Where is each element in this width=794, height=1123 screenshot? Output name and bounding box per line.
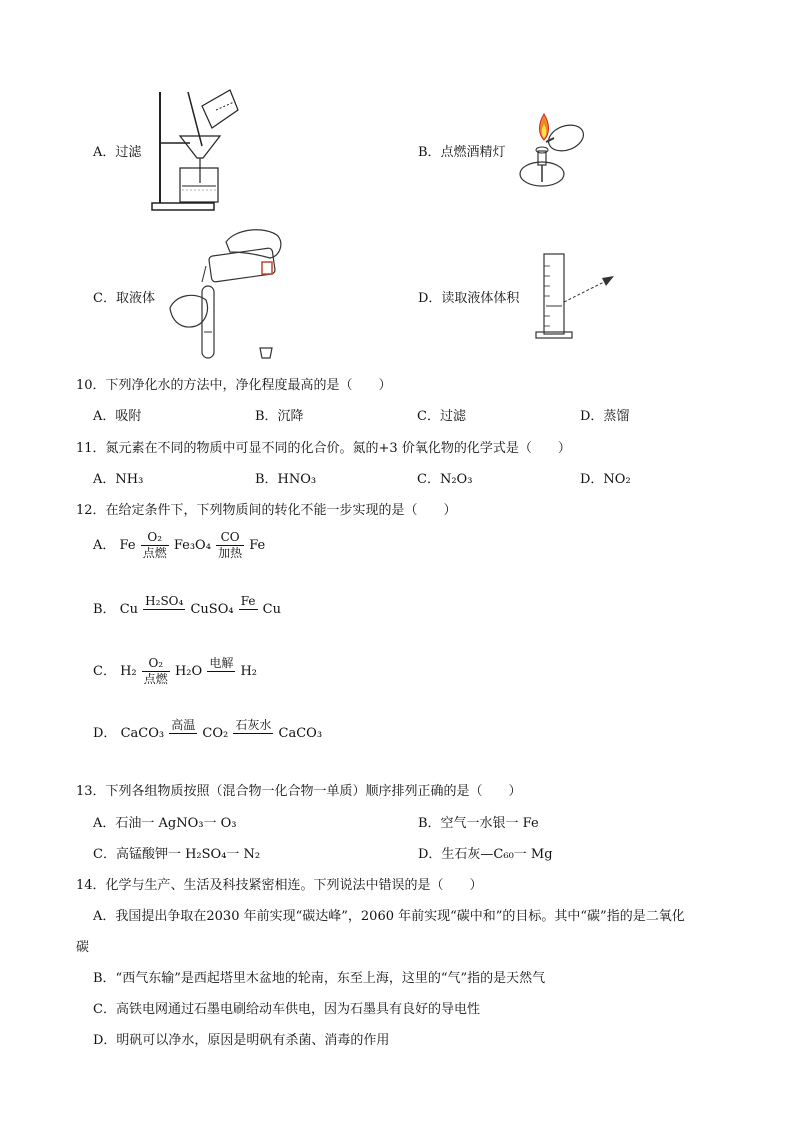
q13-option-a: A．石油一 AgNO₃一 O₃ — [93, 816, 237, 831]
q11-option-c: C．N₂O₃ — [417, 472, 473, 487]
option-letter: D． — [93, 726, 117, 741]
option-letter: B． — [93, 602, 116, 617]
q10-stem: 10．下列净化水的方法中，净化程度最高的是（ ） — [76, 378, 392, 393]
q9-option-b: B．点燃酒精灯 — [418, 145, 506, 160]
intermediate: CO₂ — [202, 726, 229, 741]
reaction-condition: Fe — [240, 594, 256, 608]
q14-option-b: B．“西气东输”是西起塔里木盆地的轮南，东至上海，这里的“气”指的是天然气 — [93, 971, 546, 986]
reaction-condition: $\frac{\text{O₂}}{\text{点燃}}$ — [142, 530, 167, 560]
q12-option-a — [93, 530, 265, 561]
q12-option-d — [93, 718, 322, 749]
product: Fe — [249, 538, 266, 553]
graduated-cylinder-icon — [532, 252, 622, 342]
option-letter: A． — [93, 538, 116, 553]
q14-option-a-continued: 碳 — [76, 940, 90, 955]
reaction-condition: $\frac{\text{O₂}}{\text{点燃}}$ — [143, 656, 168, 686]
q13-option-b: B．空气一水银一 Fe — [418, 816, 539, 831]
product: CaCO₃ — [278, 726, 323, 741]
reactant: Fe — [119, 538, 136, 553]
q10-option-c: C．过滤 — [417, 409, 466, 424]
option-letter: C． — [93, 664, 116, 679]
intermediate: CuSO₄ — [190, 602, 234, 617]
reaction-condition: 高温 — [171, 718, 196, 732]
product: Cu — [262, 602, 281, 617]
reaction-condition: 电解 — [209, 656, 234, 670]
filtration-apparatus-icon — [150, 88, 240, 213]
alcohol-lamp-icon — [516, 106, 588, 196]
q12-option-c — [93, 656, 257, 687]
q13-option-d: D．生石灰—C₆₀一 Mg — [418, 847, 553, 862]
reactant: Cu — [119, 602, 139, 617]
q9-option-a: A．过滤 — [93, 145, 142, 160]
q10-option-d: D．蒸馏 — [580, 409, 630, 424]
q10-option-a: A．吸附 — [93, 409, 142, 424]
q9-option-c: C．取液体 — [93, 291, 155, 306]
q11-option-d: D．NO₂ — [580, 472, 631, 487]
reaction-condition: H₂SO₄ — [145, 594, 184, 608]
q14-option-d: D．明矾可以净水，原因是明矾有杀菌、消毒的作用 — [93, 1033, 390, 1048]
intermediate: H₂O — [174, 664, 203, 679]
q9-option-d: D．读取液体体积 — [418, 291, 520, 306]
q13-option-c: C．高锰酸钾一 H₂SO₄一 N₂ — [93, 847, 261, 862]
reactant: CaCO₃ — [120, 726, 165, 741]
reactant: H₂ — [120, 664, 137, 679]
q11-option-a: A．NH₃ — [93, 472, 144, 487]
pouring-liquid-icon — [166, 222, 286, 364]
q11-stem: 11．氮元素在不同的物质中可显不同的化合价。氮的+3 价氧化物的化学式是（ ） — [76, 441, 571, 456]
q11-option-b: B．HNO₃ — [255, 472, 317, 487]
q13-stem: 13．下列各组物质按照（混合物一化合物一单质）顺序排列正确的是（ ） — [76, 784, 522, 799]
reaction-condition: 石灰水 — [235, 718, 272, 732]
reaction-condition: $\frac{CO}{\text{加热}}$ — [218, 530, 243, 560]
product: H₂ — [240, 664, 258, 679]
intermediate: Fe₃O₄ — [173, 538, 211, 553]
q14-option-a: A．我国提出争取在2030 年前实现“碳达峰”，2060 年前实现“碳中和”的目标。其中“碳”指的是二氧化 — [93, 909, 685, 924]
q12-stem: 12．在给定条件下，下列物质间的转化不能一步实现的是（ ） — [76, 503, 457, 518]
q14-option-c: C．高铁电网通过石墨电刷给动车供电，因为石墨具有良好的导电性 — [93, 1002, 480, 1017]
q12-option-b — [93, 594, 281, 625]
q14-stem: 14．化学与生产、生活及科技紧密相连。下列说法中错误的是（ ） — [76, 878, 483, 893]
q10-option-b: B．沉降 — [255, 409, 304, 424]
